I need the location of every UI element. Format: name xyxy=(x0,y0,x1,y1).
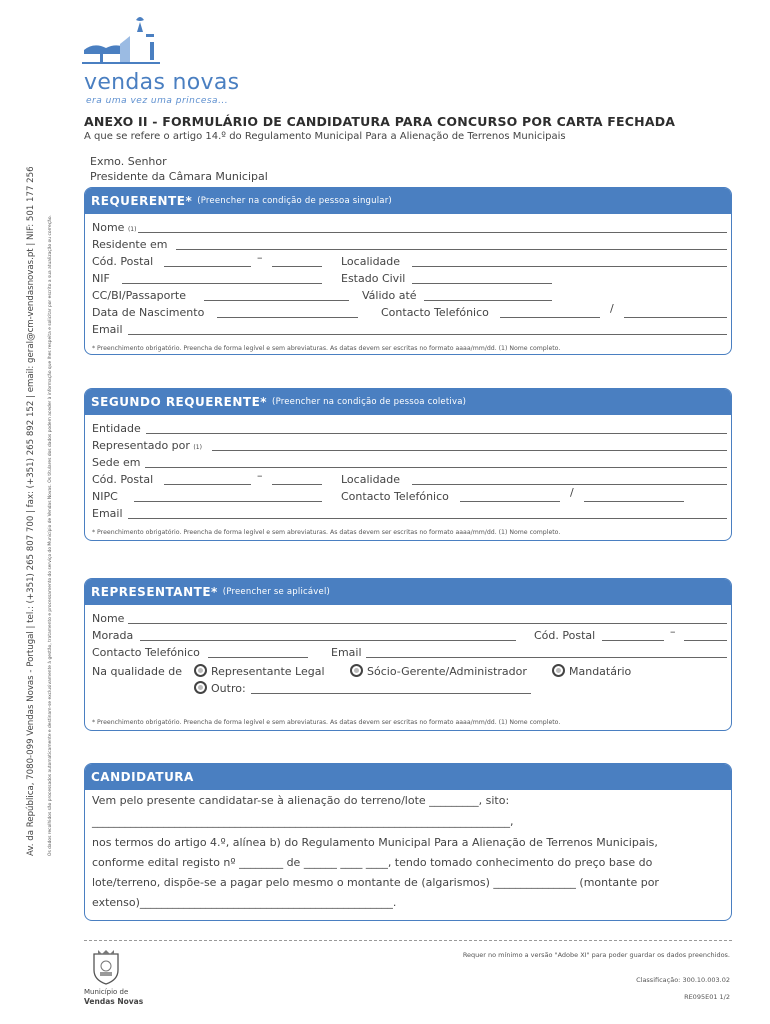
representado-field[interactable] xyxy=(212,450,727,451)
brand-slogan: era uma vez uma princesa... xyxy=(86,96,229,106)
email-field[interactable] xyxy=(128,334,727,335)
estado-civil-label: Estado Civil xyxy=(341,272,406,285)
addressee-line-1: Exmo. Senhor xyxy=(90,155,167,168)
section-title: CANDIDATURA xyxy=(91,770,194,784)
addressee-line-2: Presidente da Câmara Municipal xyxy=(90,170,268,183)
section-note: (Preencher se aplicável) xyxy=(222,587,331,597)
section-header xyxy=(85,579,731,605)
section-title: SEGUNDO REQUERENTE* xyxy=(91,395,268,409)
cod-postal-field-1[interactable] xyxy=(164,484,251,485)
contact-info: Av. da República, 7080-099 Vendas Novas - Portugal | tel.: (+351) 265 807 700 | fax: (+351) 265 892 152 | email: geral@cm-vendasnovas.pt | NIF: 501 177 256 xyxy=(26,166,36,856)
vendas-novas-logo xyxy=(80,14,170,68)
cod-postal-field-2[interactable] xyxy=(684,640,727,641)
cod-postal-field-1[interactable] xyxy=(602,640,664,641)
contacto-field-2[interactable] xyxy=(584,501,684,502)
nome-footnote-ref: (1) xyxy=(127,226,137,233)
adobe-notice: Requer no mínimo a versão "Adobe XI" para poder guardar os dados preenchidos. xyxy=(462,951,730,959)
email-field[interactable] xyxy=(128,518,727,519)
entidade-label: Entidade xyxy=(92,422,141,435)
candidatura-line-6: extenso)______________________________________________. xyxy=(92,896,397,909)
qualidade-label: Na qualidade de xyxy=(92,665,182,678)
localidade-label: Localidade xyxy=(341,473,401,486)
cod-postal-label: Cód. Postal xyxy=(534,629,596,642)
morada-label: Morada xyxy=(92,629,134,642)
cod-postal-field-1[interactable] xyxy=(164,266,251,267)
section-title: REPRESENTANTE* xyxy=(91,585,218,599)
localidade-field[interactable] xyxy=(412,266,727,267)
representado-label: Representado por xyxy=(92,439,190,452)
section-footnote: * Preenchimento obrigatório. Preencha de forma legível e sem abreviaturas. As datas devem ser escritas no formato aaaa/mm/dd. (1) Nome completo. xyxy=(92,345,561,352)
outro-field[interactable] xyxy=(251,693,531,694)
section-segundo-requerente: SEGUNDO REQUERENTE* (Preencher na condição de pessoa coletiva) Entidade Representado por (1) Sede em Cód. Postal – Localidade NIPC Contacto Telefónico / Email * Preenchimento obrigatório. Preencha de forma legível e sem abreviaturas. As datas devem ser escritas no formato aaaa/mm/dd. (1) Nome completo. xyxy=(84,388,732,541)
cod-postal-label: Cód. Postal xyxy=(92,255,154,268)
morada-field[interactable] xyxy=(140,640,516,641)
email-label: Email xyxy=(92,323,123,336)
radio-representante-legal[interactable] xyxy=(194,664,207,677)
section-footnote: * Preenchimento obrigatório. Preencha de forma legível e sem abreviaturas. As datas devem ser escritas no formato aaaa/mm/dd. (1) Nome completo. xyxy=(92,529,561,536)
municipio-line-2: Vendas Novas xyxy=(84,997,144,1006)
cc-label: CC/BI/Passaporte xyxy=(92,289,186,302)
nipc-label: NIPC xyxy=(92,490,118,503)
sidebar-contact xyxy=(24,166,64,856)
nome-label: Nome xyxy=(92,221,125,234)
privacy-notice: Os dados recolhidos são processados automaticamente e destinam-se exclusivamente à gestão, tratamento e processamento do serviço do Município de Vendas Novas. Os titulares dos dados podem aceder à informação que lhes respeita e solicitar por escrito a sua atualização ou correção. xyxy=(48,215,53,856)
addressee xyxy=(90,154,268,184)
candidatura-line-3: nos termos do artigo 4.º, alínea b) do Regulamento Municipal Para a Alienação de Terrenos Municipais, xyxy=(92,836,658,849)
candidatura-line-2: ____________________________________________________________________________, xyxy=(92,815,514,828)
section-header xyxy=(85,389,731,415)
section-requerente: REQUERENTE* (Preencher na condição de pessoa singular) Nome (1) Residente em Cód. Postal – Localidade NIF Estado Civil CC/BI/Passaporte Válido até Data de Nascimento Contacto Telefónico / Email * Preenchimento obrigatório. Preencha de forma legível e sem abreviaturas. As datas devem ser escritas no formato aaaa/mm/dd. (1) Nome completo. xyxy=(84,187,732,355)
nif-field[interactable] xyxy=(122,283,322,284)
estado-civil-field[interactable] xyxy=(412,283,552,284)
contacto-label: Contacto Telefónico xyxy=(341,490,449,503)
brand-name: vendas novas xyxy=(84,70,240,95)
nome-field[interactable] xyxy=(128,623,727,624)
candidatura-line-4: conforme edital registo nº ________ de ______ ____ ____, tendo tomado conhecimento do preço base do xyxy=(92,856,653,869)
nif-label: NIF xyxy=(92,272,110,285)
email-field[interactable] xyxy=(366,657,727,658)
residente-label: Residente em xyxy=(92,238,168,251)
contacto-field[interactable] xyxy=(208,657,308,658)
form-subtitle: A que se refere o artigo 14.º do Regulamento Municipal Para a Alienação de Terrenos Municipais xyxy=(84,131,566,142)
cod-postal-field-2[interactable] xyxy=(272,266,322,267)
section-note: (Preencher na condição de pessoa coletiva) xyxy=(272,397,467,407)
residente-field[interactable] xyxy=(176,249,727,250)
localidade-field[interactable] xyxy=(412,484,727,485)
sede-field[interactable] xyxy=(145,467,727,468)
section-representante: REPRESENTANTE* (Preencher se aplicável) Nome Morada Cód. Postal – Contacto Telefónico Email Na qualidade de Representante Legal Sócio-Gerente/Administrador Mandatário Outro: * Preenchimento obrigatório. Preencha de forma legível e sem abreviaturas. As datas devem ser escritas no formato aaaa/mm/dd. (1) Nome completo. xyxy=(84,578,732,731)
contacto-label: Contacto Telefónico xyxy=(381,306,489,319)
cod-postal-label: Cód. Postal xyxy=(92,473,154,486)
email-label: Email xyxy=(92,507,123,520)
section-header xyxy=(85,188,731,214)
radio-outro[interactable] xyxy=(194,681,207,694)
radio-socio-gerente[interactable] xyxy=(350,664,363,677)
sede-label: Sede em xyxy=(92,456,141,469)
data-nascimento-field[interactable] xyxy=(217,317,358,318)
valido-label: Válido até xyxy=(362,289,417,302)
nipc-field[interactable] xyxy=(134,501,322,502)
nome-field[interactable] xyxy=(138,232,727,233)
municipio-name xyxy=(84,988,143,1007)
section-note: (Preencher na condição de pessoa singular) xyxy=(197,196,392,206)
opt-representante-legal-label: Representante Legal xyxy=(211,665,325,678)
email-label: Email xyxy=(331,646,362,659)
opt-mandatario-label: Mandatário xyxy=(569,665,632,678)
nome-label: Nome xyxy=(92,612,125,625)
municipal-seal-icon xyxy=(90,948,122,986)
entidade-field[interactable] xyxy=(146,433,727,434)
data-nascimento-label: Data de Nascimento xyxy=(92,306,205,319)
opt-socio-gerente-label: Sócio-Gerente/Administrador xyxy=(367,665,527,678)
contacto-field-2[interactable] xyxy=(624,317,727,318)
opt-outro-label: Outro: xyxy=(211,682,246,695)
candidatura-line-1: Vem pelo presente candidatar-se à alienação do terreno/lote _________, sito: xyxy=(92,794,510,807)
contacto-field-1[interactable] xyxy=(500,317,600,318)
document-reference: RE095E01 1/2 xyxy=(684,993,730,1001)
representado-footnote-ref: (1) xyxy=(193,444,202,451)
classificacao: Classificação: 300.10.003.02 xyxy=(636,976,730,984)
footer-divider xyxy=(84,940,732,941)
form-title: ANEXO II - FORMULÁRIO DE CANDIDATURA PARA CONCURSO POR CARTA FECHADA xyxy=(84,114,676,129)
localidade-label: Localidade xyxy=(341,255,401,268)
valido-field[interactable] xyxy=(424,300,552,301)
radio-mandatario[interactable] xyxy=(552,664,565,677)
candidatura-line-5: lote/terreno, dispõe-se a pagar pelo mesmo o montante de (algarismos) _______________ (montante por xyxy=(92,876,659,889)
section-footnote: * Preenchimento obrigatório. Preencha de forma legível e sem abreviaturas. As datas devem ser escritas no formato aaaa/mm/dd. (1) Nome completo. xyxy=(92,719,561,726)
section-candidatura xyxy=(84,763,732,921)
contacto-field-1[interactable] xyxy=(460,501,560,502)
section-header xyxy=(85,764,731,790)
municipio-line-1: Município de xyxy=(84,988,129,996)
contacto-label: Contacto Telefónico xyxy=(92,646,200,659)
cod-postal-field-2[interactable] xyxy=(272,484,322,485)
cc-field[interactable] xyxy=(204,300,349,301)
section-title: REQUERENTE* xyxy=(91,194,193,208)
